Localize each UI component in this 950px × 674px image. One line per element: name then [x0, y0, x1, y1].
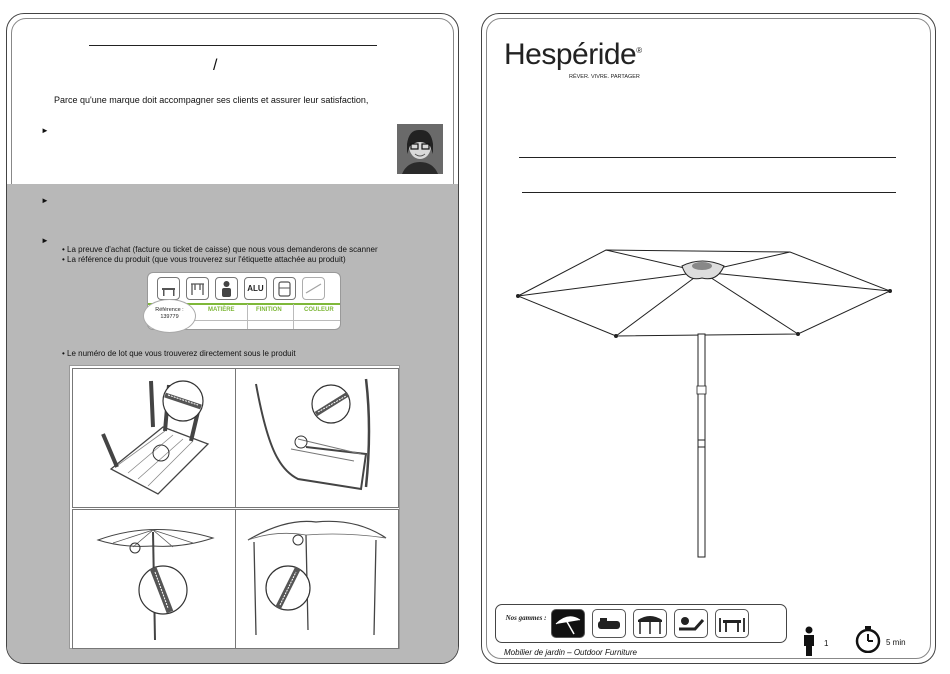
product-ref-rule — [522, 192, 896, 193]
table-icon — [157, 277, 180, 300]
reference-label: Référence : — [155, 307, 184, 313]
gazebo-range-icon[interactable] — [633, 609, 667, 638]
chair-icon — [186, 277, 209, 300]
dining-range-icon[interactable] — [715, 609, 749, 638]
persons-count: 1 — [824, 639, 829, 648]
finish-header: FINITION — [256, 307, 282, 313]
product-ranges-box — [495, 604, 787, 643]
title-rule — [89, 45, 377, 46]
gray-section — [7, 184, 458, 663]
material-header: MATIÈRE — [208, 307, 235, 313]
registered-mark: ® — [636, 46, 642, 55]
reference-bubble — [143, 299, 196, 333]
person-icon — [215, 277, 238, 300]
table-lot-illustration — [72, 368, 236, 508]
bullet-arrow-icon: ► — [41, 236, 49, 245]
reference-value: 139779 — [160, 314, 179, 320]
parasol-range-icon[interactable] — [551, 609, 585, 638]
alu-icon: ALU — [244, 277, 267, 300]
parasol-illustration — [512, 244, 902, 564]
lot-location-grid — [69, 365, 400, 649]
right-page — [481, 13, 936, 664]
slat-icon — [302, 277, 325, 300]
parasol-lot-illustration — [72, 509, 236, 649]
product-name-rule — [519, 157, 896, 158]
lounge-range-icon[interactable] — [592, 609, 626, 638]
chair-lot-illustration — [235, 368, 399, 508]
slash-separator: / — [213, 57, 218, 74]
ranges-label: Nos gammes : — [505, 614, 547, 622]
person-icon — [802, 626, 816, 661]
product-reference-text: • La référence du produit (que vous trouverez sur l'étiquette attachée au produit) — [62, 255, 346, 264]
brand-name: Hespéride — [504, 38, 637, 71]
color-header: COULEUR — [304, 307, 334, 313]
bullet-arrow-icon: ► — [41, 126, 49, 135]
customer-service-photo — [397, 124, 443, 174]
assembly-time: 5 min — [886, 638, 906, 647]
intro-text: Parce qu'une marque doit accompagner ses clients et assurer leur satisfaction, — [54, 95, 369, 105]
brand-tagline: RÊVER. VIVRE. PARTAGER — [569, 74, 640, 80]
sunbed-range-icon[interactable] — [674, 609, 708, 638]
lot-number-text: • Le numéro de lot que vous trouverez directement sous le produit — [62, 349, 296, 358]
gazebo-lot-illustration — [235, 509, 399, 649]
stopwatch-icon — [854, 625, 882, 658]
brand-logo — [504, 38, 642, 72]
footer-text: Mobilier de jardin – Outdoor Furniture — [504, 648, 637, 657]
bullet-arrow-icon: ► — [41, 196, 49, 205]
left-page — [6, 13, 459, 664]
sunbed-icon — [273, 277, 296, 300]
proof-of-purchase-text: • La preuve d'achat (facture ou ticket de caisse) que nous vous demanderons de scanner — [62, 245, 378, 254]
